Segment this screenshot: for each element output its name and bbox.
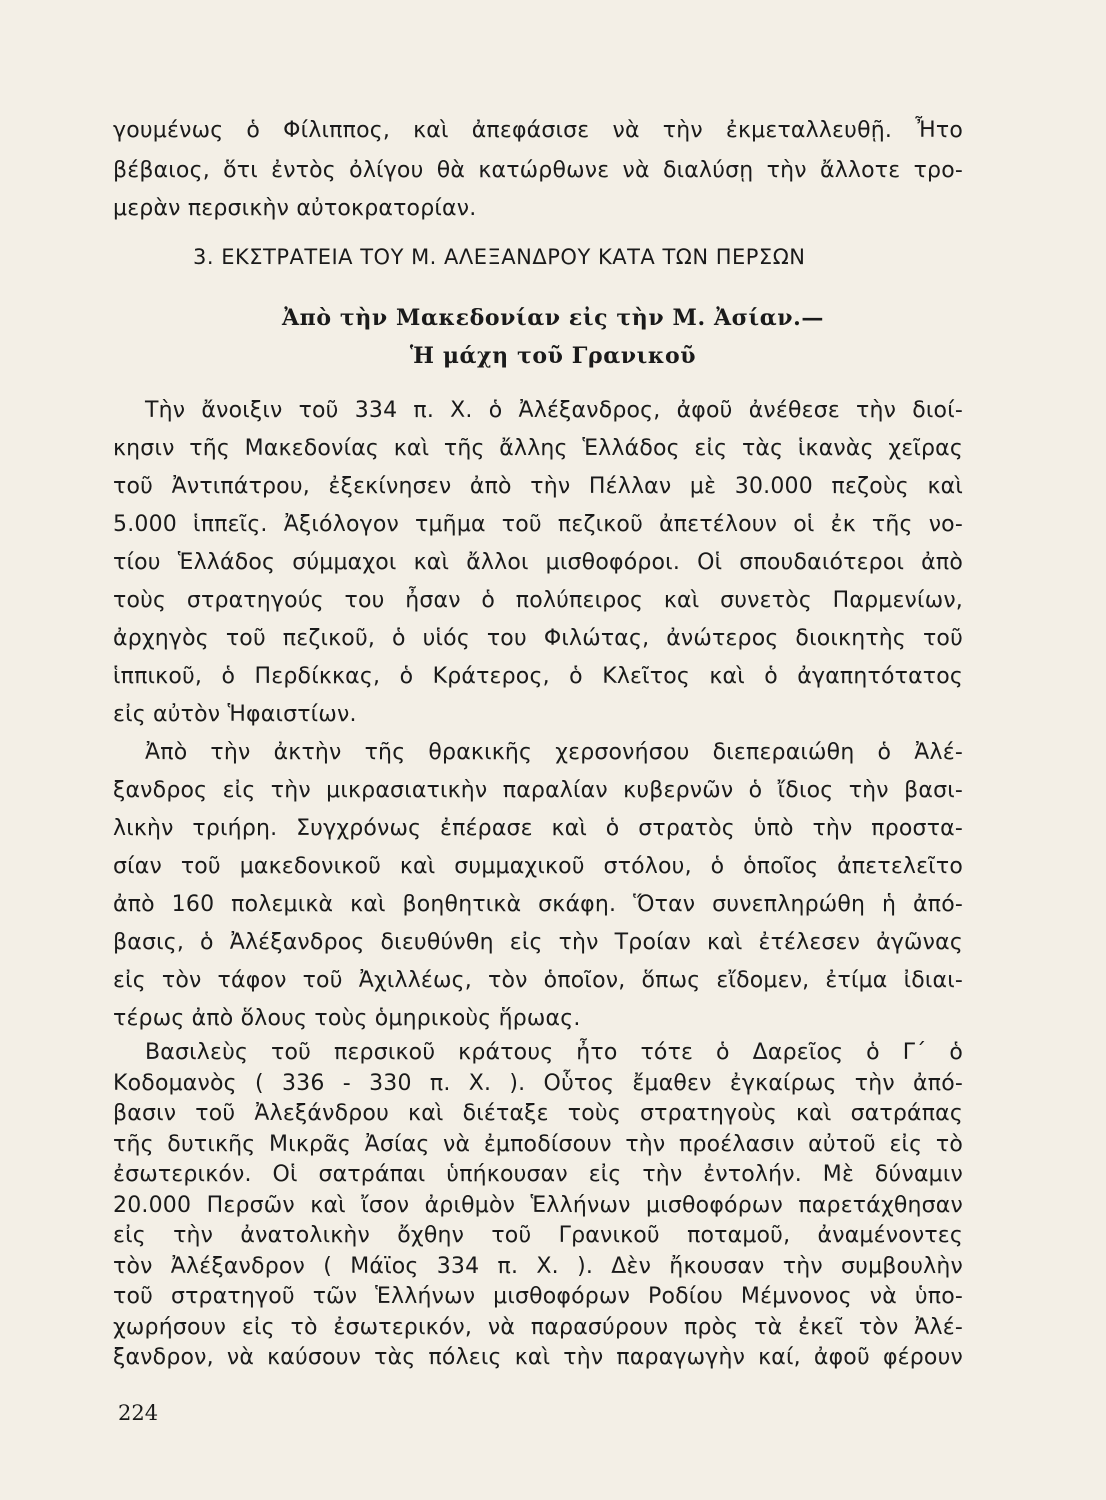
text-line: τοῦ Ἀντιπάτρου, ἐξεκίνησεν ἀπὸ τὴν Πέλλαν μὲ 30.000 πεζοὺς καὶ <box>113 474 963 499</box>
text-line: 5.000 ἱππεῖς. Ἀξιόλογον τμῆμα τοῦ πεζικοῦ ἀπετέλουν οἱ ἐκ τῆς νο- <box>113 512 963 537</box>
text-line: τοῦ στρατηγοῦ τῶν Ἑλλήνων μισθοφόρων Ροδίου Μέμνονος νὰ ὑπο- <box>113 1284 963 1309</box>
text-line: ἀπὸ 160 πολεμικὰ καὶ βοηθητικὰ σκάφη. Ὅταν συνεπληρώθη ἡ ἀπό- <box>113 892 963 917</box>
text-line: ἐσωτερικόν. Οἱ σατράπαι ὑπήκουσαν εἰς τὴν ἐντολήν. Μὲ δύναμιν <box>113 1162 963 1187</box>
text-line: 20.000 Περσῶν καὶ ἴσον ἀριθμὸν Ἑλλήνων μισθοφόρων παρετάχθησαν <box>113 1193 963 1218</box>
text-line: τίου Ἑλλάδος σύμμαχοι καὶ ἄλλοι μισθοφόροι. Οἱ σπουδαιότεροι ἀπὸ <box>113 550 963 575</box>
text-line: κησιν τῆς Μακεδονίας καὶ τῆς ἄλλης Ἑλλάδος εἰς τὰς ἱκανὰς χεῖρας <box>113 436 963 461</box>
text-line: γουμένως ὁ Φίλιππος, καὶ ἀπεφάσισε νὰ τὴν ἐκμεταλλευθῇ. Ἦτο <box>113 118 963 143</box>
text-line: βασιν τοῦ Ἀλεξάνδρου καὶ διέταξε τοὺς στρατηγοὺς καὶ σατράπας <box>113 1101 963 1126</box>
text-line: εἰς τὴν ἀνατολικὴν ὄχθην τοῦ Γρανικοῦ ποταμοῦ, ἀναμένοντες <box>113 1223 963 1248</box>
text-line: εἰς αὐτὸν Ἡφαιστίων. <box>113 702 357 727</box>
text-line: ξανδρον, νὰ καύσουν τὰς πόλεις καὶ τὴν παραγωγὴν καί, ἀφοῦ φέρουν <box>113 1345 963 1370</box>
page-number: 224 <box>118 1401 159 1425</box>
text-line: εἰς τὸν τάφον τοῦ Ἀχιλλέως, τὸν ὁποῖον, ὅπως εἴδομεν, ἐτίμα ἰδιαι- <box>113 968 963 993</box>
text-line: Τὴν ἄνοιξιν τοῦ 334 π. Χ. ὁ Ἀλέξανδρος, ἀφοῦ ἀνέθεσε τὴν διοί- <box>145 398 963 423</box>
text-line: τέρως ἀπὸ ὅλους τοὺς ὁμηρικοὺς ἥρωας. <box>113 1006 581 1031</box>
text-line: βασις, ὁ Ἀλέξανδρος διευθύνθη εἰς τὴν Τροίαν καὶ ἐτέλεσεν ἀγῶνας <box>113 930 963 955</box>
text-line: σίαν τοῦ μακεδονικοῦ καὶ συμμαχικοῦ στόλου, ὁ ὁποῖος ἀπετελεῖτο <box>113 854 963 879</box>
text-line: ἀρχηγὸς τοῦ πεζικοῦ, ὁ υἱός του Φιλώτας, ἀνώτερος διοικητὴς τοῦ <box>113 626 963 651</box>
text-line: ἱππικοῦ, ὁ Περδίκκας, ὁ Κράτερος, ὁ Κλεῖτος καὶ ὁ ἀγαπητότατος <box>113 664 963 689</box>
text-line: Ἀπὸ τὴν ἀκτὴν τῆς θρακικῆς χερσονήσου διεπεραιώθη ὁ Ἀλέ- <box>145 740 963 765</box>
text-line: βέβαιος, ὅτι ἐντὸς ὀλίγου θὰ κατώρθωνε νὰ διαλύσῃ τὴν ἄλλοτε τρο- <box>113 158 963 183</box>
text-line: ξανδρος εἰς τὴν μικρασιατικὴν παραλίαν κυβερνῶν ὁ ἴδιος τὴν βασι- <box>113 778 963 803</box>
section-heading: 3. ΕΚΣΤΡΑΤΕΙΑ ΤΟΥ Μ. ΑΛΕΞΑΝΔΡΟΥ ΚΑΤΑ ΤΩΝ ΠΕΡΣΩΝ <box>193 245 806 269</box>
text-line: Βασιλεὺς τοῦ περσικοῦ κράτους ἦτο τότε ὁ Δαρεῖος ὁ Γ΄ ὁ <box>145 1040 963 1065</box>
subheading-line-2: Ἡ μάχη τοῦ Γρανικοῦ <box>409 343 697 369</box>
text-line: μερὰν περσικὴν αὐτοκρατορίαν. <box>113 196 477 221</box>
subheading-line-1: Ἀπὸ τὴν Μακεδονίαν εἰς τὴν Μ. Ἀσίαν.— <box>282 305 824 331</box>
text-line: Κοδομανὸς ( 336 - 330 π. Χ. ). Οὗτος ἔμαθεν ἐγκαίρως τὴν ἀπό- <box>113 1071 963 1096</box>
text-line: τοὺς στρατηγούς του ἦσαν ὁ πολύπειρος καὶ συνετὸς Παρμενίων, <box>113 588 963 613</box>
text-line: λικὴν τριήρη. Συγχρόνως ἐπέρασε καὶ ὁ στρατὸς ὑπὸ τὴν προστα- <box>113 816 963 841</box>
text-line: τῆς δυτικῆς Μικρᾶς Ἀσίας νὰ ἐμποδίσουν τὴν προέλασιν αὐτοῦ εἰς τὸ <box>113 1132 963 1157</box>
text-line: χωρήσουν εἰς τὸ ἐσωτερικόν, νὰ παρασύρουν πρὸς τὰ ἐκεῖ τὸν Ἀλέ- <box>113 1315 963 1340</box>
text-line: τὸν Ἀλέξανδρον ( Μάϊος 334 π. Χ. ). Δὲν ἤκουσαν τὴν συμβουλὴν <box>113 1254 963 1279</box>
